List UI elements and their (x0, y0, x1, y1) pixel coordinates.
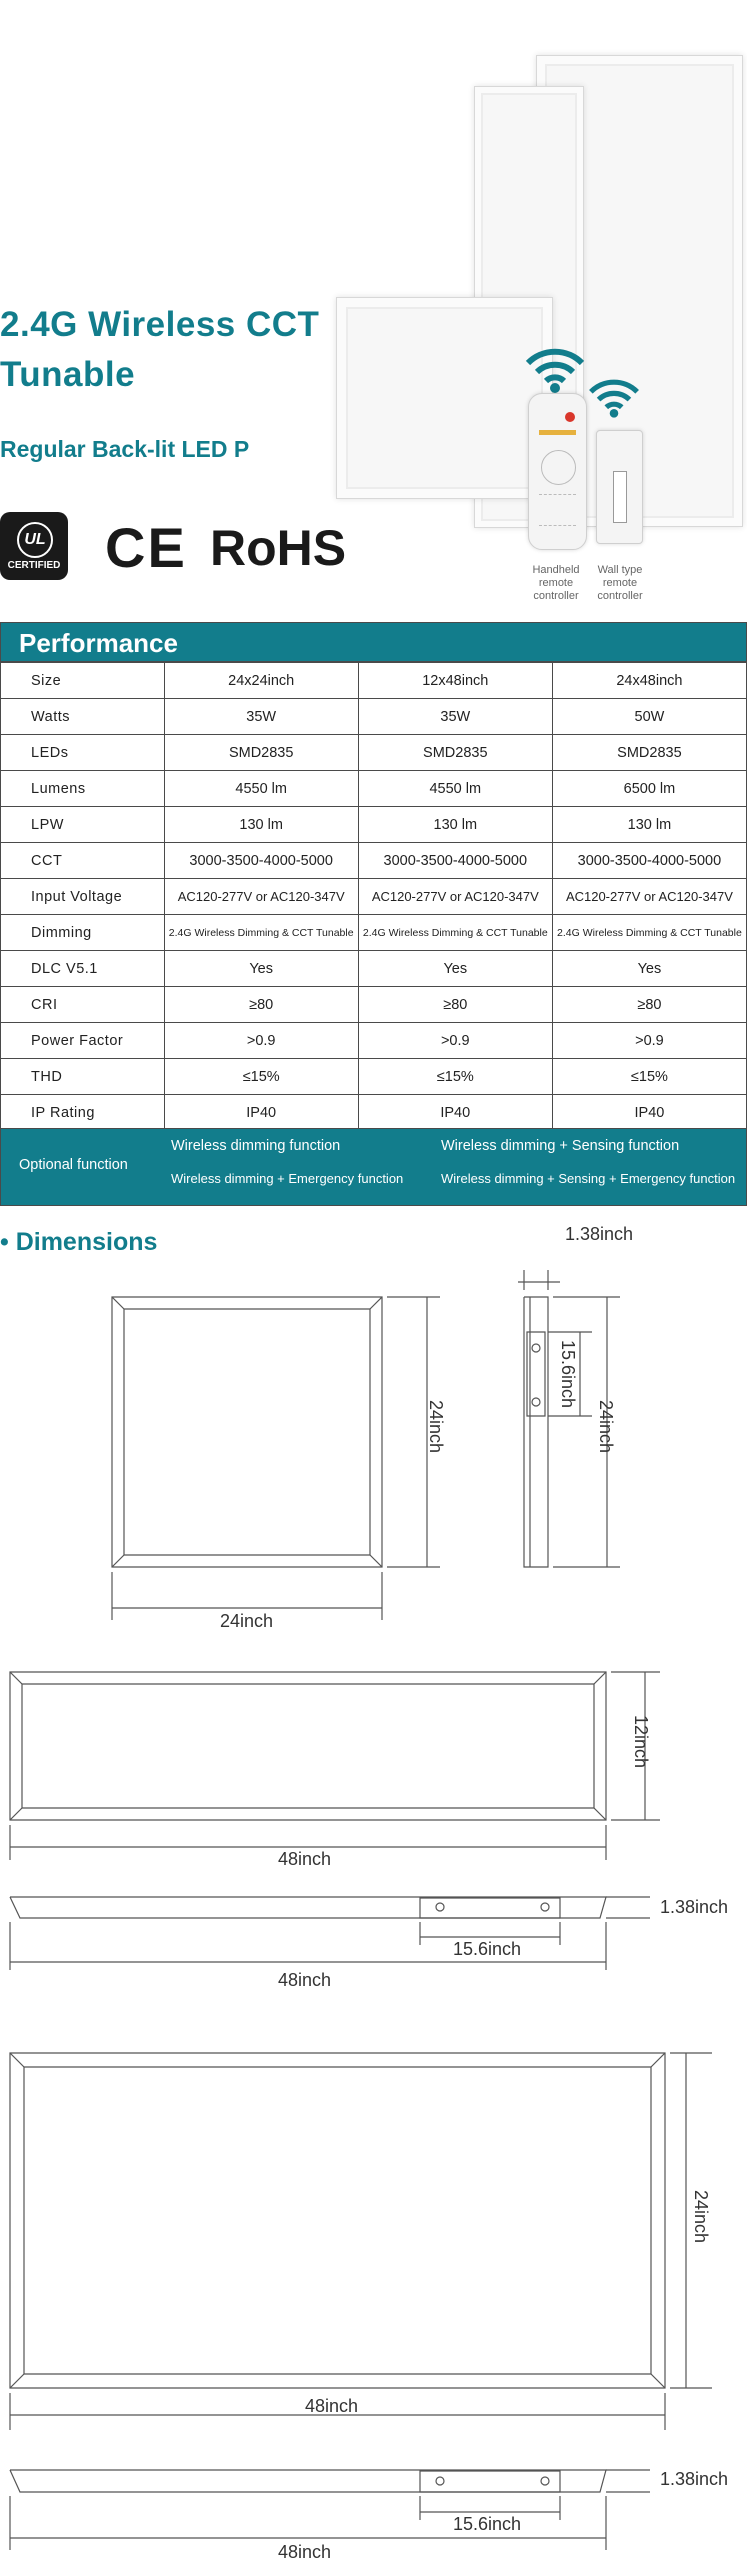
table-cell: SMD2835 (552, 735, 746, 771)
table-cell: 3000-3500-4000-5000 (552, 843, 746, 879)
ul-certified-logo: UL CERTIFIED (0, 512, 78, 582)
optional-item: Wireless dimming + Sensing function (441, 1138, 680, 1154)
optional-function-row (0, 1128, 747, 1206)
page-subtitle: Regular Back-lit LED P (0, 436, 250, 462)
dim-12x48-bracket: 15.6inch (453, 1939, 522, 1959)
table-cell: ≤15% (164, 1059, 358, 1095)
table-cell: 35W (164, 699, 358, 735)
table-cell: 24x48inch (552, 663, 746, 699)
table-cell: AC120-277V or AC120-347V (552, 879, 746, 915)
row-label: LEDs (1, 735, 165, 771)
handheld-remote-image (528, 393, 587, 550)
table-cell: 2.4G Wireless Dimming & CCT Tunable (552, 915, 746, 951)
dim-24x48-side-width: 48inch (278, 2542, 332, 2560)
table-cell: 50W (552, 699, 746, 735)
table-row (1, 1023, 747, 1059)
panel-image-square (336, 297, 553, 499)
performance-table (0, 622, 747, 1131)
table-cell: Yes (164, 951, 358, 987)
table-cell: 4550 lm (358, 771, 552, 807)
table-cell: IP40 (552, 1095, 746, 1131)
table-cell: AC120-277V or AC120-347V (358, 879, 552, 915)
table-cell: 130 lm (552, 807, 746, 843)
row-label: DLC V5.1 (1, 951, 165, 987)
table-cell: 2.4G Wireless Dimming & CCT Tunable (164, 915, 358, 951)
table-row (1, 915, 747, 951)
dim-24x24-side-height: 24inch (596, 1400, 616, 1454)
table-cell: SMD2835 (358, 735, 552, 771)
optional-item: Wireless dimming + Sensing + Emergency function (441, 1171, 736, 1186)
row-label: Power Factor (1, 1023, 165, 1059)
dim-12x48-depth: 1.38inch (660, 1897, 729, 1917)
table-row (1, 843, 747, 879)
dimension-drawings (0, 1210, 747, 2560)
row-label: Dimming (1, 915, 165, 951)
dim-24x48-width: 48inch (305, 2396, 359, 2416)
table-cell: >0.9 (552, 1023, 746, 1059)
dim-24x24-width: 24inch (220, 1611, 274, 1631)
table-cell: 35W (358, 699, 552, 735)
table-cell: 4550 lm (164, 771, 358, 807)
table-row (1, 699, 747, 735)
row-label: THD (1, 1059, 165, 1095)
dim-24x24-height: 24inch (426, 1400, 446, 1454)
table-cell: ≥80 (552, 987, 746, 1023)
table-row (1, 771, 747, 807)
table-cell: 2.4G Wireless Dimming & CCT Tunable (358, 915, 552, 951)
row-label: IP Rating (1, 1095, 165, 1131)
table-cell: Yes (358, 951, 552, 987)
dim-24x48-height: 24inch (691, 2190, 711, 2244)
optional-item: Wireless dimming function (171, 1138, 341, 1154)
ce-logo: CE (105, 516, 187, 579)
table-cell: IP40 (358, 1095, 552, 1131)
table-cell: 3000-3500-4000-5000 (164, 843, 358, 879)
wifi-icon (584, 370, 644, 418)
dim-24x24-depth: 1.38inch (565, 1224, 634, 1244)
table-row (1, 987, 747, 1023)
row-label: CCT (1, 843, 165, 879)
dim-24x24-bracket: 15.6inch (558, 1340, 578, 1409)
handheld-remote-caption: Handheld remote controller (532, 564, 580, 602)
table-row (1, 879, 747, 915)
dim-24x48-depth: 1.38inch (660, 2469, 729, 2489)
table-cell: ≤15% (552, 1059, 746, 1095)
table-cell: SMD2835 (164, 735, 358, 771)
table-row (1, 1059, 747, 1095)
row-label: CRI (1, 987, 165, 1023)
optional-function-label: Optional function (19, 1157, 128, 1173)
dimensions-title: • Dimensions (0, 1228, 158, 1256)
table-cell: ≥80 (164, 987, 358, 1023)
wall-remote-caption: Wall type remote controller (597, 564, 643, 602)
table-cell: ≤15% (358, 1059, 552, 1095)
table-cell: 3000-3500-4000-5000 (358, 843, 552, 879)
table-cell: 130 lm (358, 807, 552, 843)
table-row (1, 951, 747, 987)
row-label: Input Voltage (1, 879, 165, 915)
table-cell: >0.9 (164, 1023, 358, 1059)
table-row (1, 735, 747, 771)
row-label: Size (1, 663, 165, 699)
table-cell: >0.9 (358, 1023, 552, 1059)
table-cell: 130 lm (164, 807, 358, 843)
table-cell: Yes (552, 951, 746, 987)
table-cell: 12x48inch (358, 663, 552, 699)
table-row (1, 1095, 747, 1131)
row-label: LPW (1, 807, 165, 843)
rohs-logo: RoHS (210, 520, 347, 576)
dim-12x48-width: 48inch (278, 1849, 332, 1869)
row-label: Lumens (1, 771, 165, 807)
dim-12x48-side-width: 48inch (278, 1970, 332, 1990)
table-cell: 24x24inch (164, 663, 358, 699)
table-cell: AC120-277V or AC120-347V (164, 879, 358, 915)
table-cell: 6500 lm (552, 771, 746, 807)
row-label: Watts (1, 699, 165, 735)
dim-24x48-bracket: 15.6inch (453, 2514, 522, 2534)
table-cell: IP40 (164, 1095, 358, 1131)
optional-item: Wireless dimming + Emergency function (171, 1171, 404, 1186)
performance-title: Performance (0, 622, 747, 662)
table-row (1, 807, 747, 843)
wifi-icon (520, 338, 590, 393)
table-cell: ≥80 (358, 987, 552, 1023)
table-row (1, 663, 747, 699)
dim-12x48-height: 12inch (631, 1715, 651, 1769)
wall-remote-image (596, 430, 643, 544)
page-title: 2.4G Wireless CCT Tunable (0, 305, 320, 394)
